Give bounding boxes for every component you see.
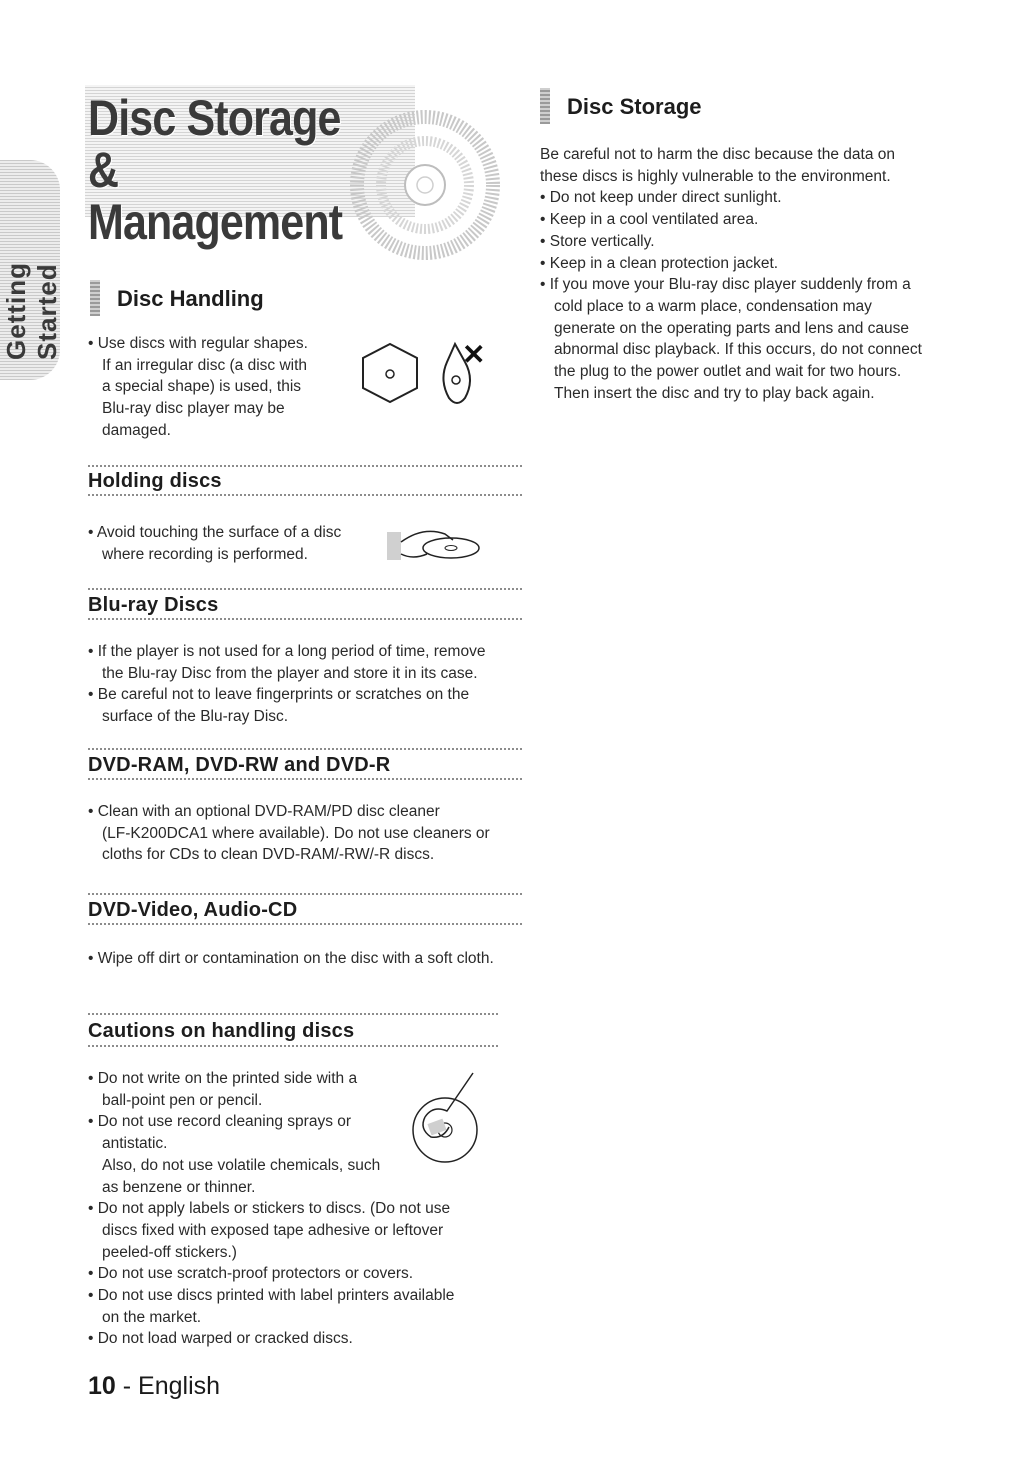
text-line: abnormal disc playback. If this occurs, do not connect xyxy=(554,341,922,359)
text-line: damaged. xyxy=(102,421,171,439)
dotted-rule xyxy=(88,618,522,620)
dotted-rule xyxy=(88,748,522,750)
text-line: If an irregular disc (a disc with xyxy=(102,356,308,374)
subheading-cautions: Cautions on handling discs xyxy=(88,1020,355,1042)
text-line: • Do not keep under direct sunlight. xyxy=(540,189,782,207)
dotted-rule xyxy=(88,923,522,925)
text-line: these discs is highly vulnerable to the environment. xyxy=(540,167,891,185)
chapter-side-tab-label: Getting Started xyxy=(1,262,62,360)
text-line: on the market. xyxy=(102,1308,202,1326)
text-line: • Use discs with regular shapes. xyxy=(88,335,308,352)
subheading-bluray-discs: Blu-ray Discs xyxy=(88,594,219,616)
dotted-rule xyxy=(88,588,522,590)
page-title xyxy=(88,92,346,248)
text-line: Also, do not use volatile chemicals, such xyxy=(102,1156,381,1174)
text-line: • Do not use scratch-proof protectors or covers. xyxy=(88,1265,414,1283)
text-line: • Be careful not to leave fingerprints or scratches on the xyxy=(88,686,470,704)
text-line: • Keep in a clean protection jacket. xyxy=(540,254,779,272)
bluray-discs-text xyxy=(88,641,528,728)
disc-storage-text xyxy=(540,144,980,404)
dvd-ram-text xyxy=(88,801,528,866)
text-line: the plug to the power outlet and wait for two hours. xyxy=(554,363,902,381)
text-line: Blu-ray disc player may be xyxy=(102,400,285,418)
text-line: Be careful not to harm the disc because the data on xyxy=(540,146,896,163)
banner-disc-graphic xyxy=(320,80,500,260)
text-line: • If you move your Blu-ray disc player suddenly from a xyxy=(540,276,911,294)
dotted-rule xyxy=(88,1045,500,1047)
text-line: as benzene or thinner. xyxy=(102,1178,256,1196)
dotted-rule xyxy=(88,778,522,780)
text-line: • Wipe off dirt or contamination on the disc with a soft cloth. xyxy=(88,950,494,967)
holding-discs-text xyxy=(88,522,388,565)
text-line: antistatic. xyxy=(102,1135,168,1153)
text-line: discs fixed with exposed tape adhesive or leftover xyxy=(102,1221,444,1239)
section-marker-bar xyxy=(540,88,550,124)
text-line: cloths for CDs to clean DVD-RAM/-RW/-R discs. xyxy=(102,846,435,864)
section-heading-disc-handling: Disc Handling xyxy=(117,286,264,311)
page-number-separator: - xyxy=(115,1372,139,1400)
disc-handling-text xyxy=(88,333,348,442)
text-line: • Do not load warped or cracked discs. xyxy=(88,1330,353,1348)
text-line: • Do not use discs printed with label printers available xyxy=(88,1287,455,1305)
dotted-rule xyxy=(88,893,522,895)
hand-cleaning-disc-illustration xyxy=(395,1065,495,1165)
section-marker-bar xyxy=(90,280,100,316)
section-heading-disc-storage: Disc Storage xyxy=(567,94,702,119)
page-number xyxy=(88,1372,220,1401)
text-line: ball-point pen or pencil. xyxy=(102,1091,263,1109)
text-line: • Do not write on the printed side with a xyxy=(88,1070,358,1087)
text-line: surface of the Blu-ray Disc. xyxy=(102,708,289,726)
text-line: • Avoid touching the surface of a disc xyxy=(88,524,342,541)
not-allowed-x-mark: ✕ xyxy=(462,339,486,370)
dotted-rule xyxy=(88,1013,500,1015)
text-line: • Keep in a cool ventilated area. xyxy=(540,211,759,229)
text-line: • Store vertically. xyxy=(540,232,655,250)
subheading-holding-discs: Holding discs xyxy=(88,470,222,492)
text-line: where recording is performed. xyxy=(102,545,308,563)
text-line: • Clean with an optional DVD-RAM/PD disc cleaner xyxy=(88,803,440,820)
text-line: • If the player is not used for a long period of time, remove xyxy=(88,643,486,660)
dotted-rule xyxy=(88,465,522,467)
text-line: cold place to a warm place, condensation may xyxy=(554,297,872,315)
text-line: the Blu-ray Disc from the player and store it in its case. xyxy=(102,664,478,682)
text-line: • Do not apply labels or stickers to discs. (Do not use xyxy=(88,1200,451,1218)
text-line: a special shape) is used, this xyxy=(102,378,302,396)
subheading-dvd-ram: DVD-RAM, DVD-RW and DVD-R xyxy=(88,754,391,776)
dvd-video-text xyxy=(88,948,538,970)
text-line: peeled-off stickers.) xyxy=(102,1243,237,1261)
page-title-line-2: Management xyxy=(88,194,343,250)
page-language: English xyxy=(138,1372,221,1400)
text-line: Then insert the disc and try to play back again. xyxy=(554,384,875,402)
text-line: (LF-K200DCA1 where available). Do not use cleaners or xyxy=(102,824,490,842)
page-title-line-1: Disc Storage & xyxy=(88,90,341,198)
dotted-rule xyxy=(88,494,522,496)
hand-holding-disc-illustration xyxy=(383,520,483,565)
text-line: generate on the operating parts and lens and cause xyxy=(554,319,910,337)
text-line: • Do not use record cleaning sprays or xyxy=(88,1113,352,1131)
page-number-value: 10 xyxy=(88,1372,116,1400)
subheading-dvd-video: DVD-Video, Audio-CD xyxy=(88,899,298,921)
